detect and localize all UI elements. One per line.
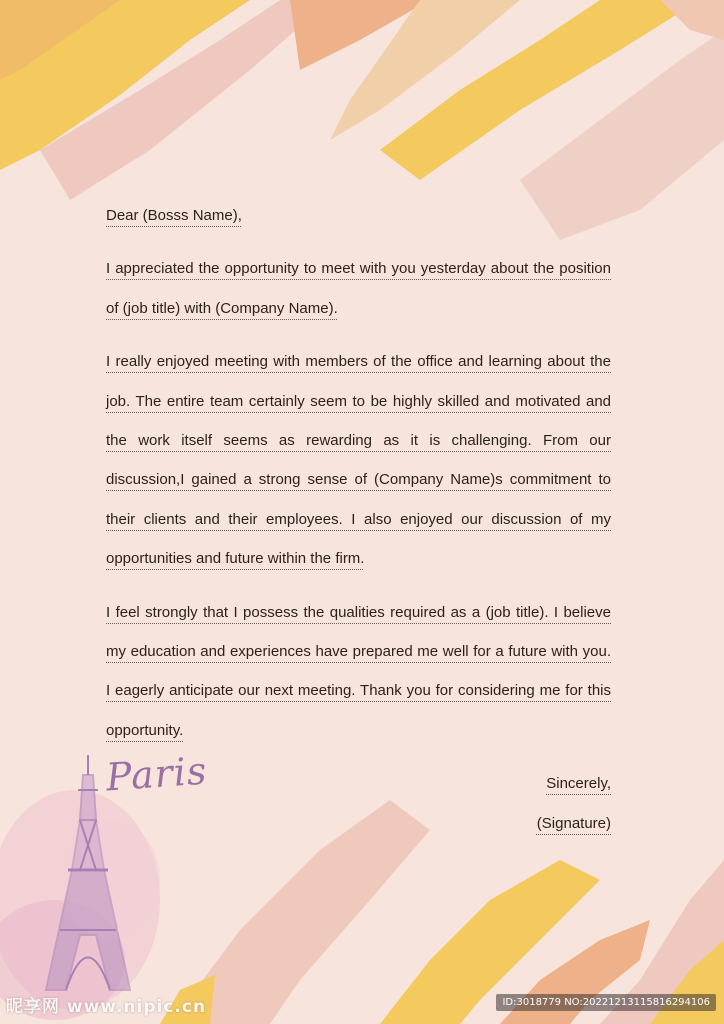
paragraph [106, 249, 611, 328]
watermark-logo: 昵享网 www.nipic.cn [6, 997, 207, 1017]
paragraph [106, 593, 611, 751]
watermark-id: ID:3018779 NO:20221213115816294106 [496, 994, 716, 1011]
closing-text: Sincerely, [546, 775, 611, 793]
greeting [106, 196, 611, 235]
closing-block [106, 764, 611, 844]
paragraph-text: I feel strongly that I possess the qualities required as a (job title). I believe my education and experiences have prepared me well for a future with you. I eagerly anticipate our next meeting. Thank you for considering me for this opportunity. [106, 603, 611, 739]
paragraph [106, 342, 611, 578]
paragraph-text: I really enjoyed meeting with members of the office and learning about the job. The entire team certainly seem to be highly skilled and motivated and the work itself seems as rewarding as it is challenging. From our discussion,I gained a strong sense of (Company Name)s commitment to their clients and their employees. I also enjoyed our discussion of my opportunities and future within the firm. [106, 353, 611, 568]
letter-body [106, 196, 611, 844]
paragraph-text: I appreciated the opportunity to meet with you yesterday about the position of (job title) with (Company Name). [106, 260, 611, 317]
signature-text: (Signature) [536, 815, 611, 833]
greeting-text: Dear (Bosss Name), [106, 207, 242, 224]
paris-script: Paris [104, 748, 209, 800]
